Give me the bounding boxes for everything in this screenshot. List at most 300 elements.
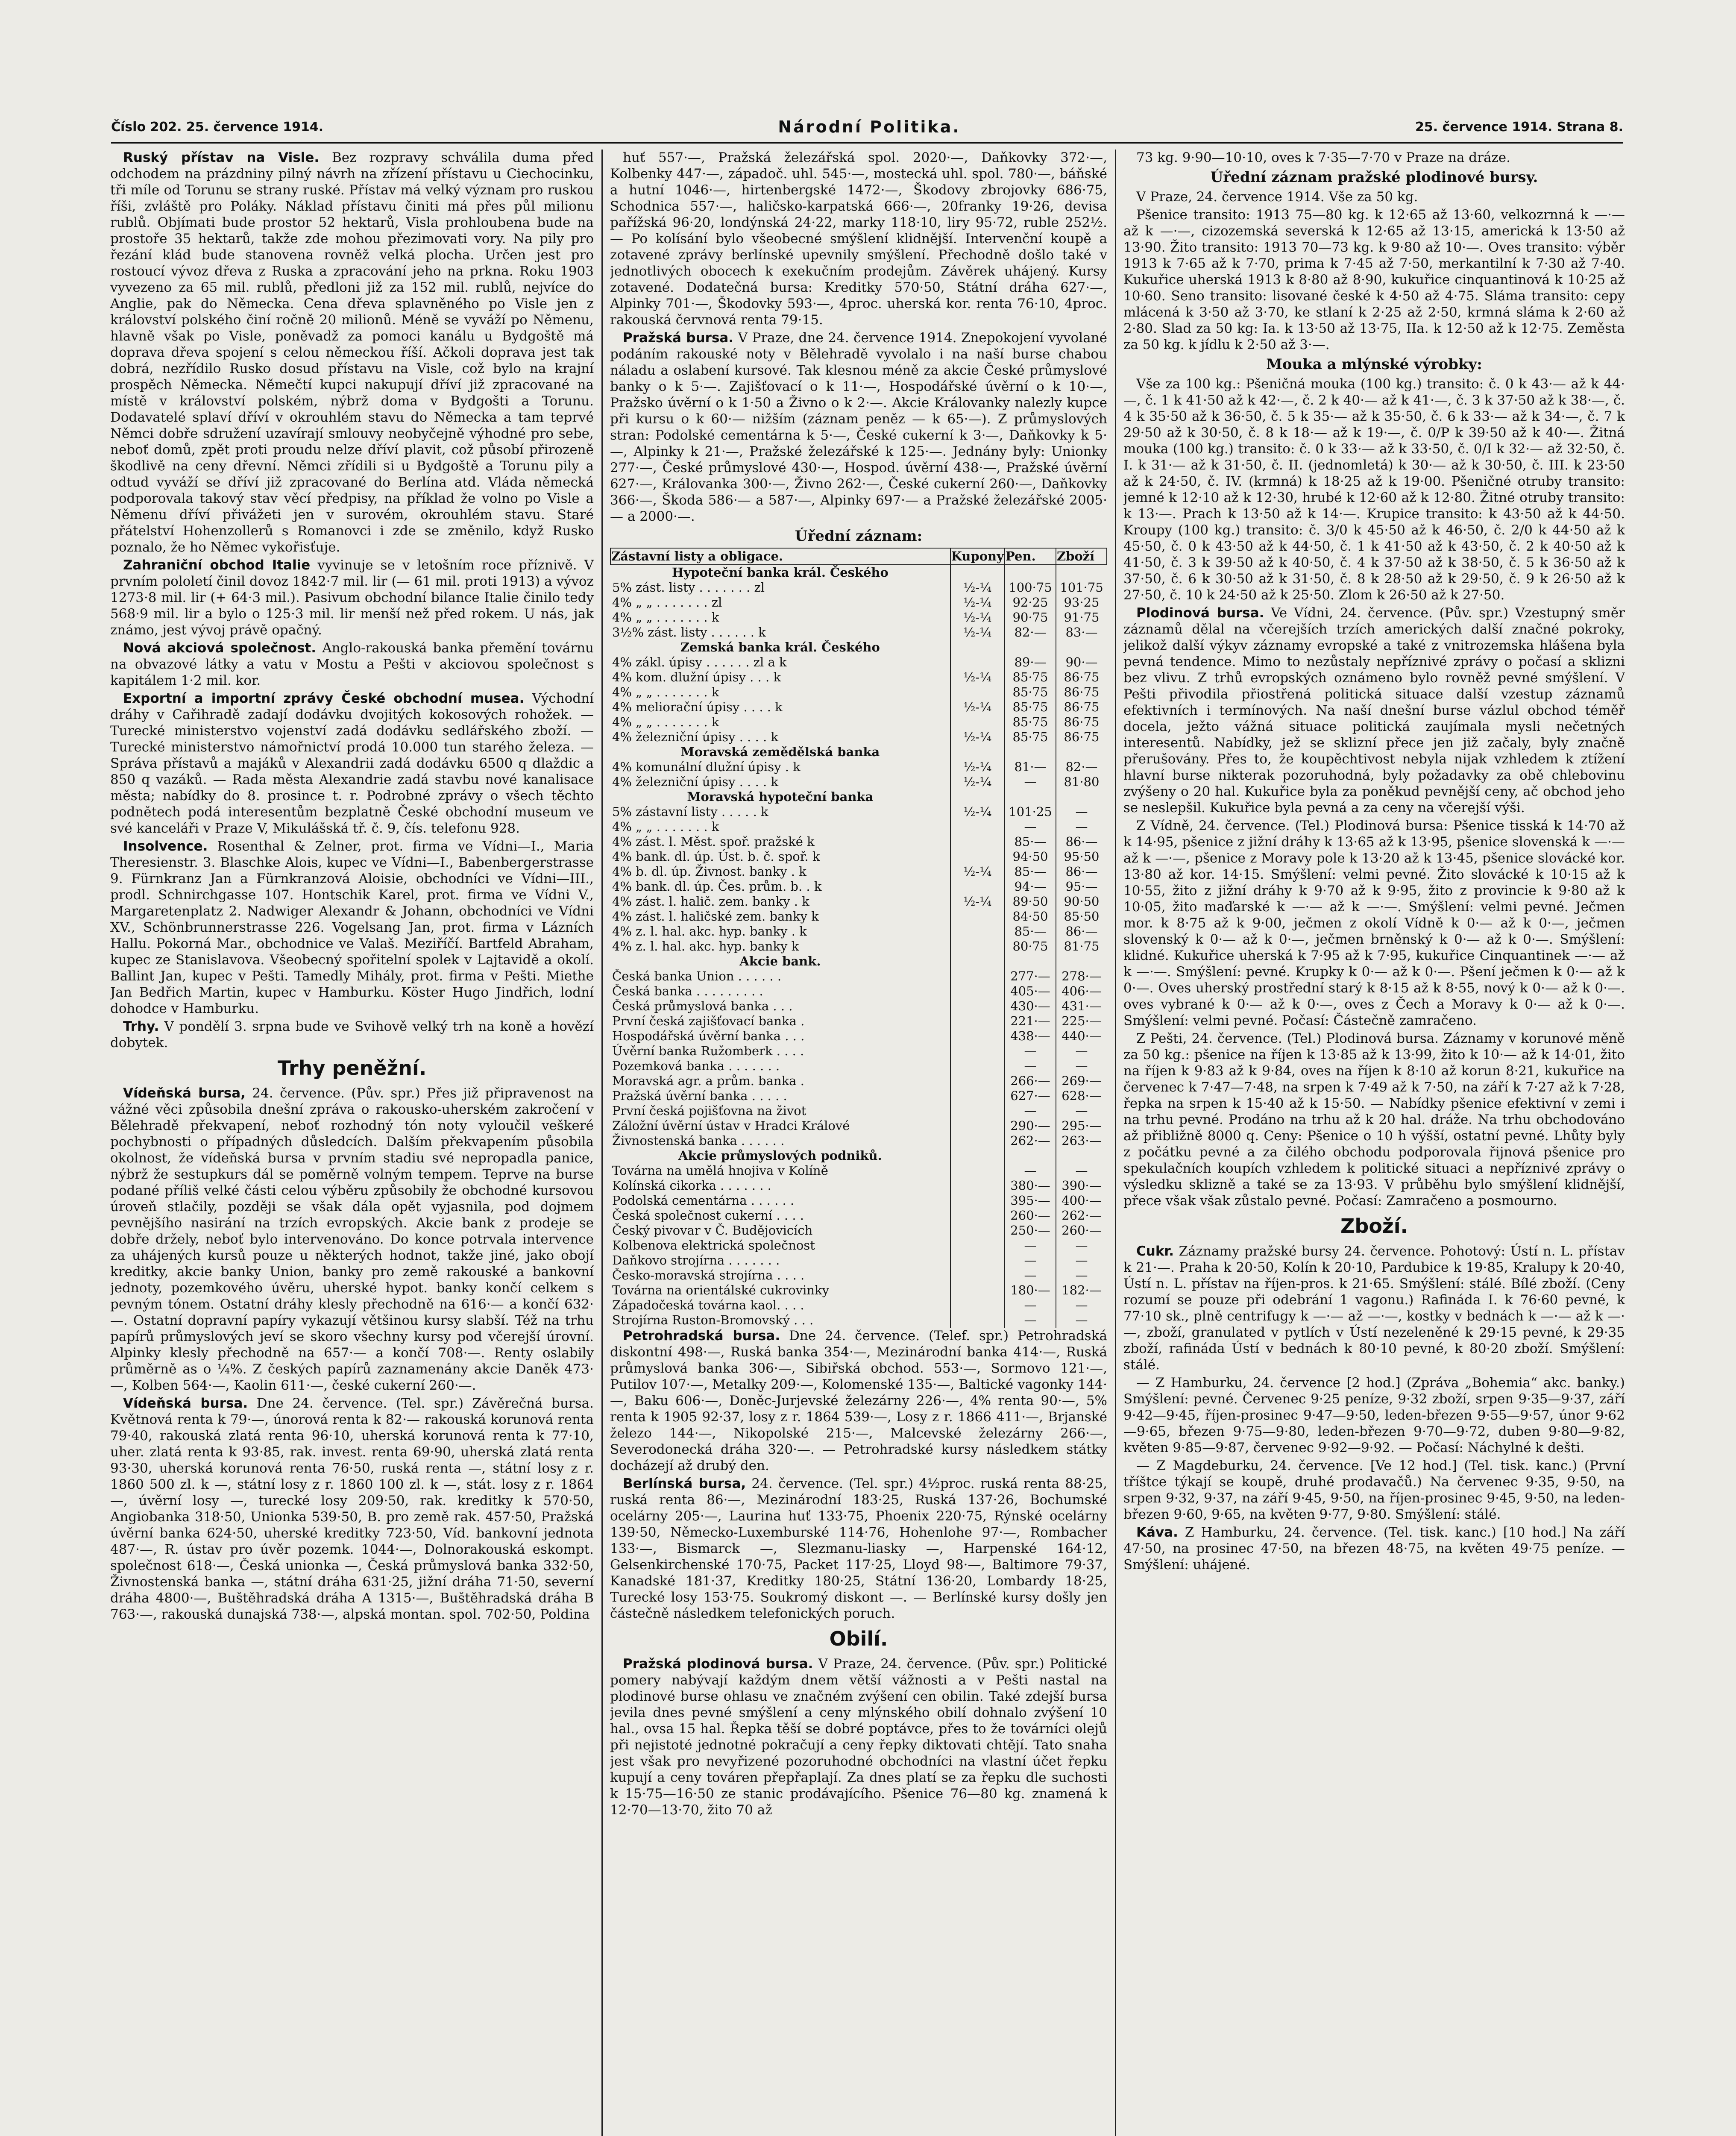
table-cell <box>950 819 1005 834</box>
subheading: Úřední záznam pražské plodinové bursy. <box>1210 169 1538 186</box>
table-row <box>610 1193 1107 1208</box>
table-cell: 269·— <box>1056 1074 1107 1089</box>
table-row <box>610 1283 1107 1298</box>
table-cell: Kolínská cikorka . . . . . . . <box>612 1178 771 1193</box>
table-row <box>610 640 1107 655</box>
table-cell: — <box>1056 804 1107 819</box>
table-cell: 4% zákl. úpisy . . . . . . zl a k <box>612 655 787 669</box>
table-cell: Moravská agr. a prům. banka . <box>612 1074 804 1088</box>
table-cell: 85·— <box>1005 924 1056 939</box>
article-paragraph <box>1123 150 1625 166</box>
table-row <box>610 610 1107 625</box>
table-cell: 180·— <box>1005 1283 1056 1298</box>
table-row <box>610 1148 1107 1163</box>
table-cell: — <box>1056 1163 1107 1178</box>
article-title: Ruský přístav na Visle. <box>123 150 320 165</box>
section-heading: Zboží. <box>1340 1215 1408 1238</box>
table-cell <box>950 1014 1005 1029</box>
table-cell: Kolbenova elektrická společnost <box>612 1238 815 1253</box>
table-cell: — <box>1005 1163 1056 1178</box>
article-text: Dne 24. července. (Telef. spr.) Petrohradská diskontní 498·—, Ruská banka 354·—, Mezinárodní banka 414·—, Ruská průmyslová banka 306·—, Sibiřská obchod. 553·—, Sormovo 121·—, Putilov 107·—, Metalky 209·—, Kolomenské 135·—, Baltické vagonky 144·—, Baku 606·—, Doněc-Jurjevské železárny 226·—, 4% renta 90·—, 5% renta k 1905 92·37, losy z r. 1864 539·—, Losy z r. 1866 411·—, Brjanské železo 144·—, Nikopolské 215·—, Malcevské železárny 266·—, Severodonecká dráha 320·—. — Petrohradské kursy následkem státky docházejí až drubý den. <box>610 1328 1107 1473</box>
table-cell: 4% „ „ . . . . . . . k <box>612 715 719 729</box>
article-text: huť 557·—, Pražská železářská spol. 2020·—, Daňkovky 372·—, Kolbenky 447·—, západoč. uhl. 545·—, mostecká uhl. spol. 780·—, báňské a hutní 1046·—, hirtenbergské 1472·—, Škodovy zbrojovky 686·75, Schodnica 557·—, haličsko-karpatská 666·—, 20franky 19·26, devisa pařížská 96·20, londýnská 24·22, marky 118·10, liry 95·72, ruble 252½. — Po kolísání bylo všeobecné smýšlení klidnější. Intervenční koupě a zotavené zprávy berlínské upevnily smýšlení. Přechodně došlo také v jednotlivých obocech k exekučním prodejům. Závěrek uhájený. Kursy zotavené. Dodatečná bursa: Kreditky 570·50, Státní dráha 627·—, Alpinky 701·—, Škodovky 593·—, 4proc. uherská kor. renta 76·10, 4proc. rakouská červnová renta 79·15. <box>610 150 1107 328</box>
table-cell <box>950 909 1005 924</box>
table-cell: 4% meliorační úpisy . . . . k <box>612 700 783 714</box>
table-cell: Český pivovar v Č. Budějovicích <box>612 1223 813 1238</box>
table-row <box>610 1298 1107 1313</box>
table-cell: — <box>1056 1238 1107 1253</box>
article-title: Cukr. <box>1136 1244 1174 1259</box>
article-text: V Praze, 24. července 1914. Vše za 50 kg. <box>1136 189 1418 205</box>
table-cell: 4% kom. dlužní úpisy . . . k <box>612 670 781 684</box>
table-cell <box>950 939 1005 954</box>
table-cell: 94·50 <box>1005 849 1056 864</box>
table-cell <box>950 984 1005 999</box>
article-title: Zahraniční obchod Italie <box>123 557 311 573</box>
table-row <box>610 804 1107 819</box>
table-cell: 85·75 <box>1005 730 1056 745</box>
page-header <box>111 112 1623 144</box>
article-paragraph <box>110 1395 594 1623</box>
table-cell: — <box>1056 1103 1107 1118</box>
table-row <box>610 939 1107 954</box>
table-cell: 4% „ „ . . . . . . . k <box>612 819 719 834</box>
article-paragraph <box>1123 189 1625 205</box>
table-cell: 262·— <box>1005 1133 1056 1148</box>
table-cell: 4% z. l. hal. akc. hyp. banky . k <box>612 924 807 939</box>
table-row <box>610 789 1107 804</box>
table-cell: ½-¼ <box>950 610 1005 625</box>
table-cell: 85·75 <box>1005 685 1056 700</box>
table-cell <box>950 1118 1005 1133</box>
article-text: Anglo-rakouská banka přemění továrnu na obvazové látky a vatu v Mostu a Pešti v akciovou společnost s kapitálem 1·2 mil. kor. <box>110 640 594 688</box>
table-cell: 395·— <box>1005 1193 1056 1208</box>
table-row <box>610 894 1107 909</box>
table-cell: 440·— <box>1056 1029 1107 1044</box>
table-section-heading: Akcie průmyslových podniků. <box>678 1148 882 1163</box>
table-cell <box>1056 1148 1107 1163</box>
table-row <box>610 819 1107 834</box>
table-cell <box>950 1178 1005 1193</box>
article-paragraph <box>110 838 594 1017</box>
table-cell: ½-¼ <box>950 625 1005 640</box>
table-cell <box>950 1074 1005 1089</box>
article-text: Záznamy pražské bursy 24. července. Pohotový: Ústí n. L. přístav k 21·—. Praha k 20·50, Kolín k 20·10, Pardubice k 19·85, Kralupy k 20·40, Ústí n. L. přístav na říjen-pros. k 21·65. Smýšlení: stálé. Bílé zboží. (Ceny rozumí se pouze při odebrání 1 vagonu.) Rafináda I. k 76·60 pevné, k 77·10 sk., plně centrifugy k —·— až —·—, kostky v bednách k —·— až k —·—, zboží, granulated v pytlích v Ústí nezeleněné k 29·15 pevné, k 29·35 zboží, rafináda Ústí v bednách k 80·10 pevné, k 80·20 zboží. Smýšlení: stálé. <box>1123 1244 1625 1373</box>
table-row <box>610 1044 1107 1059</box>
section-heading: Trhy peněžní. <box>277 1056 427 1080</box>
table-section-heading: Zemská banka král. Českého <box>680 640 880 654</box>
table-cell <box>950 924 1005 939</box>
article-text: V Praze, 24. července. (Pův. spr.) Politické pomery nabývají každým dnem větší vážnosti a v Pešti nastal na plodinové burse ohlasu ve značném zvýšení cen obilin. Také zdejší bursa jevila dnes pevné smýšlení a ceny mlýnského obilí dohnalo zvýšení 10 hal., ovsa 15 hal. Řepka těší se dobré poptávce, přes to že továrníci olejů při nejistoté jednotné pokračují a ceny řepky diktovati chtějí. Tato snaha jest však pro nevyřizené pozoruhodné obchodníci na vlastní účet řepku kupují a ceny továren přepřaplají. Za dnes platí se za řepku dle suchosti k 15·75—16·50 ze stanic prodávajícího. Pšenice 76—80 kg. znamená k 12·70—13·70, žito 70 až <box>610 1656 1107 1818</box>
table-row <box>610 730 1107 745</box>
table-section-heading: Moravská zemědělská banka <box>680 745 880 759</box>
article-title: Plodinová bursa. <box>1136 605 1264 621</box>
article-paragraph <box>1123 1458 1625 1523</box>
table-cell <box>950 834 1005 849</box>
table-cell: — <box>1005 1268 1056 1283</box>
article-title: Trhy. <box>123 1019 159 1034</box>
bond-table-header: Kupony <box>950 548 1005 565</box>
article-title: Vídeňská bursa, <box>123 1086 246 1101</box>
table-row <box>610 954 1107 969</box>
article-text: 24. července. (Pův. spr.) Přes již připravenost na vážné věci způsobila dnešní zpráva o rakousko-uherském zakročení v Bělehradě překvapení, neboť rozhodný tón noty vyloučil veškeré pochybnosti o případných důsledcích. Dalším překvapením působila okolnost, že vídeňská bursa v prvním stadiu své nepropadla panice, nýbrž že sestupkurs dál se poměrně volným tempem. Teprve na burse podané příliš velké části celou výběru způsobily že obchodné kursovou úroveň stlačily, později se však dála opět vyjasnila, pod dojmem pevnějšího nasirání na trzích evropských. Akcie bank z prodeje se dobře držely, neboť bylo intervenováno. Do konce potrvala intervence za uhájených kursů pouze u některých hodnot, takže jiné, jako obojí kreditky, akcie banky Union, banky pro země rakouské a bankovní jednoty, pozemkového úvěru, uherské hypot. banky končí celkem s pevným tónem. Ostatní dráhy klesly přechodně na 616·— a končí 632·—. Ostatní dopravní papíry vykazují většinou kursy slabší. Též na trhu papírů průmyslových jeví se skoro všechny kursy pod včerejší úrovní. Alpinky klesly přechodně na 657·— a končí 708·—. Renty oslabily průměrně as o ¼%. Z českých papírů zaznamenány akcie Daněk 473·—, Kolben 564·—, Kaolin 611·—, české cukerní 260·—. <box>110 1086 594 1393</box>
table-cell: 438·— <box>1005 1029 1056 1044</box>
table-cell: 81·75 <box>1056 939 1107 954</box>
table-row <box>610 1253 1107 1268</box>
table-cell: 81·80 <box>1056 775 1107 789</box>
table-cell: 266·— <box>1005 1074 1056 1089</box>
table-cell: ½-¼ <box>950 864 1005 879</box>
table-cell: 277·— <box>1005 969 1056 984</box>
table-cell: 4% z. l. hal. akc. hyp. banky k <box>612 939 799 954</box>
article-paragraph <box>610 150 1107 328</box>
table-cell: 390·— <box>1056 1178 1107 1193</box>
table-cell: 4% b. dl. úp. Živnost. banky . k <box>612 864 806 879</box>
table-cell: 400·— <box>1056 1193 1107 1208</box>
table-row <box>610 1238 1107 1253</box>
table-cell: Česká banka Union . . . . . . <box>612 969 782 983</box>
article-paragraph <box>610 330 1107 525</box>
table-row <box>610 984 1107 999</box>
table-cell: 82·— <box>1056 760 1107 775</box>
table-cell: ½-¼ <box>950 804 1005 819</box>
table-cell: ½-¼ <box>950 730 1005 745</box>
article-paragraph <box>1123 1243 1625 1373</box>
table-cell: Živnostenská banka . . . . . . <box>612 1133 785 1148</box>
table-cell <box>950 1298 1005 1313</box>
article-text: V pondělí 3. srpna bude ve Svihově velký trh na koně a hovězí dobytek. <box>110 1019 594 1050</box>
article-paragraph <box>610 1476 1107 1622</box>
table-row <box>610 1178 1107 1193</box>
article-title: Vídeňská bursa. <box>123 1396 248 1411</box>
table-cell <box>950 1238 1005 1253</box>
table-cell <box>950 1059 1005 1074</box>
table-cell: Továrna na orientálské cukrovinky <box>612 1283 830 1297</box>
table-cell <box>950 789 1005 804</box>
table-cell: 95·50 <box>1056 849 1107 864</box>
article-paragraph <box>1123 1375 1625 1456</box>
table-cell: 4% železniční úpisy . . . . k <box>612 730 779 744</box>
article-paragraph <box>110 150 594 555</box>
table-row <box>610 1059 1107 1074</box>
table-cell: ½-¼ <box>950 894 1005 909</box>
subheading: Mouka a mlýnské výrobky: <box>1266 356 1482 373</box>
bond-table <box>610 548 1107 1328</box>
table-cell: ½-¼ <box>950 700 1005 715</box>
table-cell <box>1005 640 1056 655</box>
table-cell: 90·75 <box>1005 610 1056 625</box>
table-cell <box>1005 954 1056 969</box>
table-cell: — <box>1005 1313 1056 1328</box>
table-cell <box>1005 1148 1056 1163</box>
table-cell <box>950 1208 1005 1223</box>
article-paragraph <box>110 640 594 689</box>
column-1 <box>110 150 594 2136</box>
table-cell: 85·— <box>1005 834 1056 849</box>
table-cell: — <box>1005 1238 1056 1253</box>
table-cell: 86·— <box>1056 834 1107 849</box>
table-row <box>610 685 1107 700</box>
table-row <box>610 924 1107 939</box>
table-cell: 94·— <box>1005 879 1056 894</box>
table-row <box>610 655 1107 670</box>
table-cell <box>1005 565 1056 580</box>
table-cell: 86·— <box>1056 864 1107 879</box>
table-row <box>610 670 1107 685</box>
table-row <box>610 1208 1107 1223</box>
table-cell <box>950 1148 1005 1163</box>
table-cell <box>1056 789 1107 804</box>
table-cell: Úvěrní banka Ružomberk . . . . <box>612 1044 804 1058</box>
table-cell <box>950 1283 1005 1298</box>
article-text: Vše za 100 kg.: Pšeničná mouka (100 kg.) transito: č. 0 k 43·— až k 44·—, č. 1 k 41·50 až k 42·—, č. 2 k 40·— až k 41·—, č. 3 k 37·50 až k 38·—, č. 4 k 35·50 až k 36·50, č. 5 k 35·— až k 35·50, č. 6 k 33·— až k 34·—, č. 7 k 29·50 až k 30·50, č. 8 k 18·— až k 19·—, č. 0/P k 39·50 až k 40·—. Žitná mouka (100 kg.) transito: č. 0 k 33·— až k 33·50, č. 0/I k 32·— až 32·50, č. I. k 31·— až k 31·50, č. II. (jednomletá) k 30·— až k 30·50, č. III. k 23·50 až k 24·50, č. IV. (krmná) k 18·25 až k 19·00. Pšeničné otruby transito: jemné k 12·10 až k 12·30, hrubé k 12·60 až k 12·80. Žitné otruby transito: k 13·—. Prach k 13·50 až k 14·—. Krupice transito: k 43·50 až k 44·50. Kroupy (100 kg.) transito: č. 3/0 k 45·50 až k 46·50, č. 2/0 k 44·50 až k 45·50, č. 0 k 43·50 až k 44·50, č. 1 k 41·50 až k 43·50, č. 2 k 40·50 až k 41·50, č. 3 k 39·50 až k 40·50, č. 4 k 37·50 až k 38·50, č. 5 k 36·50 až k 37·50, č. 6 k 30·50 až k 31·50, č. 8 k 28·50 až k 29·50, č. 9 k 26·50 až k 27·50, č. 10 k 24·50 až k 25·50. Zlom k 26·50 až k 27·50. <box>1123 376 1625 603</box>
article-title: Nová akciová společnost. <box>123 640 316 656</box>
table-row <box>610 1118 1107 1133</box>
table-cell: 92·25 <box>1005 595 1056 610</box>
table-cell: — <box>1056 1044 1107 1059</box>
table-cell <box>950 1103 1005 1118</box>
issue-info: Číslo 202. 25. července 1914. <box>111 119 324 135</box>
table-cell: — <box>1056 1298 1107 1313</box>
table-cell <box>1056 954 1107 969</box>
table-cell <box>950 999 1005 1014</box>
article-text: Z Vídně, 24. července. (Tel.) Plodinová bursa: Pšenice tisská k 14·70 až k 14·95, pšenice z jižní dráhy k 13·65 až k 13·95, pšenice slovenská k —·— až k —·—, pšenice z Moravy pole k 13·20 až k 13·45, pšenice slovácké kor. 13·80 až kor. 14·15. Smýšlení: velmi pevné. Žito slovácké k 10·15 až k 10·55, žito z jižní dráhy k 9·70 až k 9·95, žito z provincie k 9·80 až k 10·05, žito maďarské k —·— až k —·—. Smýšlení: velmi pevné. Ječmen mor. k 8·75 až k 9·00, ječmen z okolí Vídně k 0·— až k 0·—, ječmen slovenský k 0·— až k 0·—, ječmen brněnský k 0·— až k 0·—. Smýšlení: klidné. Kukuřice uherská k 7·95 až k 7·95, kukuřice Cinquantinek —·— až k —·—. Smýšlení: pevné. Krupky k 0·— až k 0·—. Pšení ječmen k 0·— až k 0·—. Oves uherský prostřední starý k 8·15 až k 8·55, nový k 0·— až k 0·—. oves vybrané k 0·— až k 0·—, oves z Čech a Moravy k 0·— až k 0·—. Smýšlení: velmi pevné. Počasí: Částečně zamračeno. <box>1123 818 1625 1028</box>
table-cell: 4% bank. dl. úp. Čes. prům. b. . k <box>612 879 822 894</box>
table-row <box>610 849 1107 864</box>
article-paragraph <box>110 690 594 836</box>
article-title: Berlínská bursa, <box>623 1476 746 1491</box>
table-cell <box>950 1089 1005 1103</box>
article-text: Východní dráhy v Cařihradě zadají dodávku dvojitých kokosových rohožek. — Turecké ministerstvo vojenství zadá dodávku sedlářského zboží. — Turecké ministerstvo námořnictví prodá 10.000 tun starého železa. — Správa přístavů a majáků v Alexandrii zadá dodávku 6500 q dlaždic a 850 q vazáků. — Rada města Alexandrie zadá stavbu nové kanalisace města; nabídky do 8. prosince t. r. Podrobné zprávy o všech těchto podnětech podá interesentům bezplatně České obchodní museum ve své kanceláři v Praze V, Mikulášská tř. č. 9, čís. telefonu 928. <box>110 691 594 836</box>
table-cell <box>950 1163 1005 1178</box>
article-paragraph <box>1123 605 1625 816</box>
table-cell: 80·75 <box>1005 939 1056 954</box>
article-text: 24. července. (Tel. spr.) 4½proc. ruská renta 88·25, ruská renta 86·—, Mezinárodní 183·25, Ruská 137·26, Bochumské ocelárny 205·—, Laurina huť 133·75, Phoenix 220·75, Rýnské ocelárny 139·50, Německo-Luxemburské 114·76, Hohenlohe 97·—, Rombacher 133·—, Bismarck —, Slezmanu-liasky —, Harpenské 164·12, Gelsenkirchenské 170·75, Packet 117·25, Lloyd 98·—, Baltimore 79·37, Kanadské 181·37, Kreditky 180·25, Státní 136·20, Lombardy 18·25, Turecké losy 153·75. Soukromý diskont —. — Berlínské kursy došly jen částečně následkem telefonických poruch. <box>610 1476 1107 1621</box>
article-text: Rosenthal & Zelner, prot. firma ve Vídni—I., Maria Theresienstr. 3. Blaschke Alois, kupec ve Vídni—I., Babenbergerstrasse 9. Fürnkranz Jan a Fürnkranzová Aloisie, obchodníci ve Vídni—III., prodl. Schnirchgasse 107. Hontschik Karel, prot. firma ve Vídni V., Margaretenplatz 2. Nadwiger Alexandr & Johann, obchodníci ve Vídni XV., Schönbrunnerstrasse 226. Vogelsang Jan, prot. firma v Lázních Hallu. Pokorná Mar., obchodnice ve Valaš. Meziříčí. Bartfeld Abraham, kupec ze Stanislavova. Všeobecný spořitelní spolek v Lajtavidě a okolí. Ballint Jan, kupec v Pešti. Tamedly Mihály, prot. firma v Pešti. Miethe Jan Bedřich Martin, kupec v Hamburku. Köster Hugo Jindřich, lodní dohodce v Hamburku. <box>110 839 594 1016</box>
table-cell: Pozemková banka . . . . . . . <box>612 1059 780 1073</box>
table-row <box>610 760 1107 775</box>
table-cell: 82·— <box>1005 625 1056 640</box>
table-cell <box>1056 565 1107 580</box>
table-cell: — <box>1005 1103 1056 1118</box>
table-cell: 4% „ „ . . . . . . . zl <box>612 595 722 610</box>
table-cell: 5% zástavní listy . . . . . k <box>612 804 768 819</box>
table-row <box>610 565 1107 580</box>
table-section-heading: Hypoteční banka král. Českého <box>672 565 889 580</box>
table-row <box>610 1133 1107 1148</box>
table-cell: 262·— <box>1056 1208 1107 1223</box>
table-cell <box>950 565 1005 580</box>
table-cell: 3½% zást. listy . . . . . . k <box>612 625 766 640</box>
table-cell: 221·— <box>1005 1014 1056 1029</box>
table-cell: 101·25 <box>1005 804 1056 819</box>
table-cell <box>950 1313 1005 1328</box>
table-cell: 90·50 <box>1056 894 1107 909</box>
article-paragraph <box>610 1656 1107 1818</box>
table-section-heading: Akcie bank. <box>739 954 821 968</box>
article-text: vyvinuje se v letošním roce příznivě. V prvním pololetí činil dovoz 1842·7 mil. lir (— 61 mil. proti 1913) a vývoz 1273·8 mil. lir (+ 64·3 mil.). Pasivum obchodní bilance Italie činilo tedy 568·9 mil. lir a bylo o 125·3 mil. lir menší než před rokem. U nás, jak známo, jest vývoj právě opačný. <box>110 557 594 638</box>
bond-table-header: Zboží <box>1056 548 1107 565</box>
table-cell: 93·25 <box>1056 595 1107 610</box>
table-cell <box>950 655 1005 670</box>
article-text: Dne 24. července. (Tel. spr.) Závěrečná bursa. Květnová renta k 79·—, únorová renta k 82·— rakouská korunová renta 79·40, rakouská zlatá renta 96·10, uherská korunová renta k 77·10, uher. zlatá renta k 93·85, rak. invest. renta 69·90, uherská zlatá renta 93·30, uherská korunová renta 76·50, ruská renta —, státní losy z r. 1860 500 zl. k —, státní losy z r. 1860 100 zl. k —, stát. losy z r. 1864 —, úvěrní losy —, turecké losy 209·50, rak. kreditky k 570·50, Angiobanka 318·50, Unionka 539·50, B. pro země rak. 457·50, Pražská úvěrní banka 624·50, uherské kreditky 723·50, Víd. bankovní jednota 487·—, R. ústav pro úvěr pozemk. 1044·—, Dolnorakouská eskompt. společnost 618·—, Česká unionka —, Česká průmyslová banka 332·50, Živnostenská banka —, státní dráha 631·25, jižní dráha 71·50, severní dráha 4800·—, Buštěhradská dráha A 1315·—, Buštěhradská dráha B 763·—, rakouská dunajská 738·—, alpská montan. spol. 702·50, Poldina <box>110 1396 594 1622</box>
table-cell: — <box>1005 1044 1056 1059</box>
table-cell: 627·— <box>1005 1089 1056 1103</box>
table-cell: 4% zást. l. Měst. spoř. pražské k <box>612 834 815 849</box>
table-cell: Západočeská továrna kaol. . . . <box>612 1298 804 1312</box>
table-cell <box>1005 745 1056 760</box>
table-cell <box>950 1268 1005 1283</box>
table-cell: 91·75 <box>1056 610 1107 625</box>
table-cell: 430·— <box>1005 999 1056 1014</box>
table-cell: — <box>1005 819 1056 834</box>
table-cell <box>950 640 1005 655</box>
table-cell: 81·— <box>1005 760 1056 775</box>
article-title: Pražská bursa. <box>623 330 734 346</box>
table-cell: — <box>1005 775 1056 789</box>
table-row <box>610 909 1107 924</box>
bond-table-header: Pen. <box>1005 548 1056 565</box>
column-rule <box>1115 150 1116 2136</box>
table-cell: — <box>1005 1253 1056 1268</box>
column-rule <box>601 150 603 2136</box>
table-cell <box>1056 640 1107 655</box>
table-cell: 83·— <box>1056 625 1107 640</box>
table-cell: Česká společnost cukerní . . . . <box>612 1208 804 1223</box>
table-cell <box>950 969 1005 984</box>
table-row <box>610 999 1107 1014</box>
table-cell: 182·— <box>1056 1283 1107 1298</box>
article-paragraph <box>610 1328 1107 1474</box>
table-cell: 4% „ „ . . . . . . . k <box>612 610 719 625</box>
article-paragraph <box>110 1085 594 1394</box>
column-2 <box>610 150 1107 2136</box>
masthead: Národní Politika. <box>778 117 961 136</box>
subheading: Úřední záznam: <box>795 528 923 545</box>
article-text: 73 kg. 9·90—10·10, oves k 7·35—7·70 v Praze na dráze. <box>1136 150 1510 165</box>
table-cell: První česká zajišťovací banka . <box>612 1014 805 1028</box>
table-cell: Česká průmyslová banka . . . <box>612 999 793 1013</box>
table-row <box>610 700 1107 715</box>
table-cell: 85·75 <box>1005 700 1056 715</box>
table-cell: Česko-moravská strojírna . . . . <box>612 1268 805 1282</box>
article-paragraph <box>110 557 594 638</box>
table-section-heading: Moravská hypoteční banka <box>687 789 874 804</box>
table-cell: 90·— <box>1056 655 1107 670</box>
table-cell <box>1056 745 1107 760</box>
article-title: Pražská plodinová bursa. <box>623 1656 813 1672</box>
table-cell: ½-¼ <box>950 595 1005 610</box>
table-cell: ½-¼ <box>950 670 1005 685</box>
table-cell <box>950 745 1005 760</box>
table-cell: Strojírna Ruston-Bromovský . . . <box>612 1313 814 1327</box>
table-cell: — <box>1056 1313 1107 1328</box>
table-cell: 86·75 <box>1056 715 1107 730</box>
table-row <box>610 1103 1107 1118</box>
article-text: V Praze, dne 24. července 1914. Znepokojení vyvolané podáním rakouské noty v Bělehradě vyvolalo i na naší burse chabou náladu a oslabení kursové. Tak klesnou méně za akcie České průmyslové banky o k 5·—. Zajišťovací o k 11·—, Hospodářské úvěrní o k 10·—, Pražsko úvěrní o k 1·50 a Živno o k 2·—. Akcie Královanky nalezly kupce při kursu o k 60·— nižším (záznam peněz — k 65·—). Z průmyslových stran: Podolské cementárna k 5·—, České cukerní k 3·—, Daňkovky k 5·—, Alpinky k 21·—, Pražské železářské k 125·—. Jednány byly: Unionky 277·—, České průmyslové 430·—, Hospod. úvěrní 438·—, Pražské úvěrní 627·—, Královanka 300·—, Živno 262·—, České cukerní 260·—, Daňkovky 366·—, Škoda 586·— a 587·—, Alpinky 697·— a Pražské železářské 2005·— a 2000·—. <box>610 330 1107 524</box>
section-heading: Obilí. <box>829 1627 888 1650</box>
table-cell: 89·50 <box>1005 894 1056 909</box>
article-title: Káva. <box>1136 1525 1178 1540</box>
table-cell <box>1005 789 1056 804</box>
table-row <box>610 1074 1107 1089</box>
table-row <box>610 879 1107 894</box>
table-cell: 250·— <box>1005 1223 1056 1238</box>
table-cell: 295·— <box>1056 1118 1107 1133</box>
table-cell: 405·— <box>1005 984 1056 999</box>
table-cell: 278·— <box>1056 969 1107 984</box>
article-text: — Z Hamburku, 24. července [2 hod.] (Zpráva „Bohemia“ akc. banky.) Smýšlení: pevné. Červenec 9·25 peníze, 9·32 zboží, srpen 9·35—9·37, září 9·42—9·45, říjen-prosinec 9·47—9·50, leden-březen 9·55—9·57, únor 9·62—9·65, březen 9·75—9·80, leden-březen 9·70—9·72, duben 9·80—9·82, květen 9·85—9·87, červenec 9·92—9·92. — Počasí: Náchylné k dešti. <box>1123 1375 1625 1455</box>
article-text: Ve Vídni, 24. července. (Pův. spr.) Vzestupný směr záznamů dělal na včerejších trzích amerických další značné pokroky, jelikož další výkyv záznamy evropské a také z vnitrozemska hlášena byla pevná tendence. Mimo to nezůstaly nepříznivé zprávy o počasí a sklizni bez vlivu. Z trhů evropských oznámeno bylo rovněž pevné smýšlení. V Pešti přivodila přiostřená politická situace další vzestup záznamů efektivních i termínových. Na naší dnešní burse vázlul obchod téměř docela, ježto vážná situace politická zaujímala mysli nečetných interesentů. Nabídky, jež se sklizní přece jen již začaly, byly značně přerušovány. Přes to, že koupěchtivost nebyla nijak vzhledem k ztížení hlavní burse nikterak pozoruhodná, byly požadavky za obě chlebovinu zvýšeny o 20 hal. Kukuřice byla za poněkud pevnější ceny, ač obchod jeho se neslepšil. Kukuřice byla pevná a za ceny na včerejší výši. <box>1123 605 1625 816</box>
article-paragraph <box>1123 1030 1625 1209</box>
table-cell <box>950 1253 1005 1268</box>
table-cell: 85·— <box>1005 864 1056 879</box>
table-cell <box>950 849 1005 864</box>
table-cell: Česká banka . . . . . . . . . <box>612 984 763 998</box>
article-text: Z Pešti, 24. července. (Tel.) Plodinová bursa. Záznamy v korunové měně za 50 kg.: pšenice na říjen k 13·85 až k 13·99, žito k 10·— až k 14·01, žito na říjen k 9·83 až k 9·84, oves na říjen k 8·10 až korun 8·21, kukuřice na červenec k 7·47—7·48, na srpen k 7·49 až k 7·50, na září k 7·27 až k 7·28, řepka na srpen k 15·40 až k 15·50. — Nabídky pšenice efektivní v zemi i na trhu pevné. Prodáno na trhu až k 20 hal. dráže. Na trhu obchodováno až přibližně 8000 q. Ceny: Pšenice o 10 h výšší, ostatní pevné. Lhůty byly z počátku pevné a za čilého obchodu podporovala řijnová pšenice pro spekulačních koupích vzhledem k politické situaci a nepříznivé zprávy o výsledku sklizně a také se za 13·93. V průběhu bylo smýšlení klidnější, přece však však zůstalo pevné. Počasí: Zamračeno a posmourno. <box>1123 1031 1625 1209</box>
table-cell: Pražská úvěrní banka . . . . . <box>612 1089 787 1103</box>
article-paragraph <box>1123 1524 1625 1573</box>
table-cell: 89·— <box>1005 655 1056 670</box>
table-cell: 95·— <box>1056 879 1107 894</box>
table-cell: 4% železniční úpisy . . . . k <box>612 775 779 789</box>
table-cell: — <box>1056 1268 1107 1283</box>
table-cell: Továrna na umělá hnojiva v Kolíně <box>612 1163 828 1178</box>
table-cell: 380·— <box>1005 1178 1056 1193</box>
table-cell: — <box>1056 1059 1107 1074</box>
table-cell: 85·50 <box>1056 909 1107 924</box>
table-cell: ½-¼ <box>950 760 1005 775</box>
table-row <box>610 834 1107 849</box>
article-paragraph <box>1123 207 1625 353</box>
column-3 <box>1123 150 1625 2136</box>
table-cell: — <box>1056 1253 1107 1268</box>
table-cell: 5% zást. listy . . . . . . . zl <box>612 580 765 595</box>
table-cell: 86·75 <box>1056 670 1107 685</box>
article-paragraph <box>1123 376 1625 603</box>
table-cell <box>950 879 1005 894</box>
table-row <box>610 1268 1107 1283</box>
table-cell: 260·— <box>1056 1223 1107 1238</box>
table-row <box>610 775 1107 789</box>
bond-table-header: Zástavní listy a obligace. <box>610 548 950 565</box>
table-cell: 4% „ „ . . . . . . . k <box>612 685 719 699</box>
table-cell: 4% bank. dl. úp. Úst. b. č. spoř. k <box>612 849 820 864</box>
table-cell: 225·— <box>1056 1014 1107 1029</box>
table-row <box>610 595 1107 610</box>
table-row <box>610 1163 1107 1178</box>
table-cell: ½-¼ <box>950 580 1005 595</box>
table-cell <box>950 1223 1005 1238</box>
table-row <box>610 745 1107 760</box>
table-cell: 4% zást. l. haličské zem. banky k <box>612 909 819 924</box>
table-row <box>610 625 1107 640</box>
table-cell: 86·75 <box>1056 730 1107 745</box>
table-row <box>610 1014 1107 1029</box>
table-row <box>610 969 1107 984</box>
table-cell: Daňkovo strojírna . . . . . . . <box>612 1253 780 1268</box>
article-text: Pšenice transito: 1913 75—80 kg. k 12·65 až 13·60, velkozrnná k —·— až k —·—, cizozemská severská k 12·65 až 13·15, americká k 13·50 až 13·90. Žito transito: 1913 70—73 kg. k 9·80 až 10·—. Oves transito: výběr 1913 k 7·65 až k 7·70, prima k 7·45 až 7·50, merkantilní k 7·30 až 7·40. Kukuřice uherská 1913 k 8·80 až 8·90, kukuřice cinquantinová k 10·25 až 10·60. Seno transito: lisované české k 4·50 až 4·75. Sláma transito: cepy mlácená k 3·50 až 3·70, ke stlaní k 2·25 až 2·50, krmná sláma k 2·60 až 2·80. Slad za 50 kg: Ia. k 13·50 až 13·75, IIa. k 12·50 až k 12·75. Zeměsta za 50 kg. k jídlu k 2·50 až 3·—. <box>1123 207 1625 352</box>
table-cell: 86·75 <box>1056 685 1107 700</box>
table-row <box>610 1029 1107 1044</box>
table-cell: 263·— <box>1056 1133 1107 1148</box>
table-cell: 84·50 <box>1005 909 1056 924</box>
table-cell: První česká pojišťovna na život <box>612 1103 806 1118</box>
table-row <box>610 864 1107 879</box>
table-cell: 4% komunální dlužní úpisy . k <box>612 760 801 774</box>
table-cell: 86·75 <box>1056 700 1107 715</box>
table-row <box>610 715 1107 730</box>
